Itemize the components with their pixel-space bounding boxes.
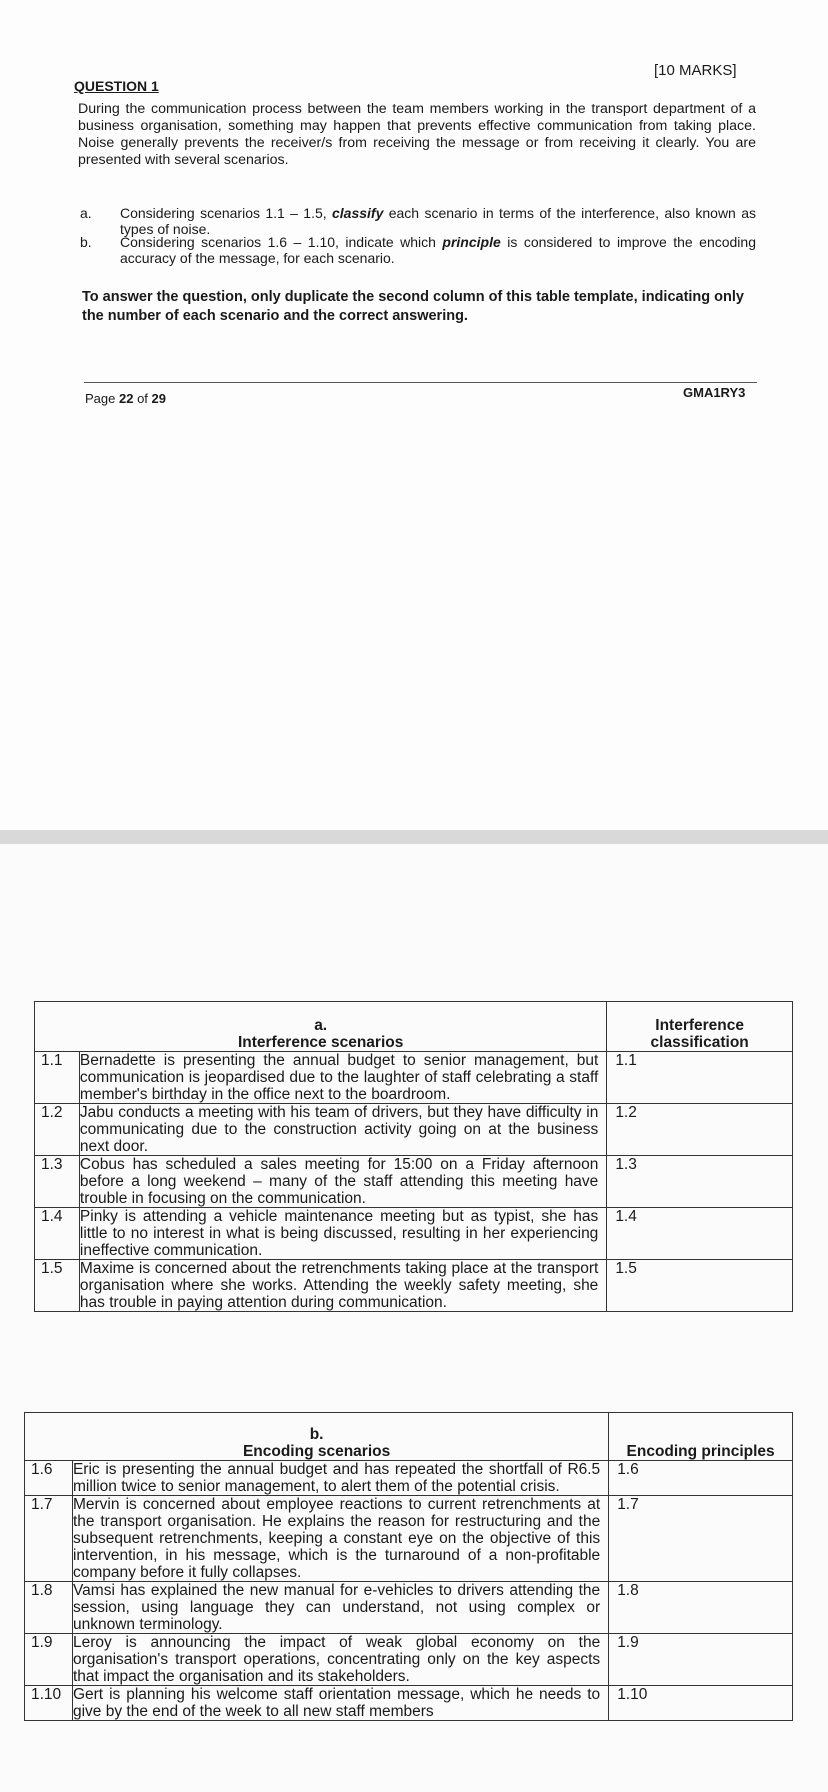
interference-scenario-number: 1.5 [35,1260,80,1312]
encoding-row [25,1634,793,1686]
interference-header-cell [35,1002,607,1052]
encoding-row [25,1686,793,1721]
encoding-row [25,1461,793,1496]
interference-scenario-text: Pinky is attending a vehicle maintenance meeting but as typist, she has little to no interest in what is being discussed, resulting in her experiencing ineffective communication. [79,1208,606,1260]
interference-row [35,1104,793,1156]
page-current: 22 [118,391,134,406]
task-b-text [120,234,756,266]
interference-scenario-text: Cobus has scheduled a sales meeting for 15:00 on a Friday afternoon before a long weekend – many of the staff attending this meeting have trouble in focusing on the communication. [79,1156,606,1208]
footer-divider [84,382,757,383]
task-b-pre: Considering scenarios 1.6 – 1.10, indicate which [120,234,443,250]
interference-answer-cell[interactable]: 1.5 [607,1260,793,1312]
interference-table-header [35,1002,793,1052]
interference-row [35,1208,793,1260]
page-number [85,391,166,406]
encoding-principles-header: Encoding principles [609,1413,793,1461]
intro-paragraph: During the communication process between the team members working in the transport department of a business organisation, something may happen that prevents effective communication from taking place. Noise generally prevents the receiver/s from receiving the message or from receiving it clearly. You are presented with several scenarios. [78,101,756,168]
encoding-scenario-number: 1.6 [25,1461,73,1496]
encoding-scenario-number: 1.7 [25,1496,73,1582]
interference-answer-cell[interactable]: 1.2 [607,1104,793,1156]
encoding-table-header [25,1413,793,1461]
encoding-scenario-number: 1.10 [25,1686,73,1721]
marks-label: [10 MARKS] [654,62,737,79]
interference-row [35,1052,793,1104]
page-prefix: Page [85,391,119,406]
interference-header-letter: a. [314,1017,328,1034]
document-page-2 [0,844,828,1792]
page-of: of [133,391,152,406]
encoding-scenario-text: Gert is planning his welcome staff orientation message, which he needs to give by the end of the week to all new staff members [72,1686,608,1721]
task-a-pre: Considering scenarios 1.1 – 1.5, [120,205,332,221]
encoding-scenario-text: Eric is presenting the annual budget and has repeated the shortfall of R6.5 million twice to senior management, to alert them of the potential crisis. [72,1461,608,1496]
interference-row [35,1156,793,1208]
page-total: 29 [151,391,166,406]
document-page-1 [0,0,828,830]
page-gap [0,830,828,844]
encoding-table [24,1412,793,1721]
interference-header-title: Interference scenarios [237,1034,404,1051]
encoding-answer-cell[interactable]: 1.6 [609,1461,793,1496]
task-a-text [120,205,756,237]
encoding-scenario-text: Vamsi has explained the new manual for e-vehicles to drivers attending the session, using language they can understand, not using complex or unknown terminology. [72,1582,608,1634]
encoding-row [25,1496,793,1582]
task-b-label: b. [80,234,92,250]
interference-answer-cell[interactable]: 1.1 [607,1052,793,1104]
course-code: GMA1RY3 [683,385,746,400]
task-a-label: a. [80,205,92,221]
interference-table [34,1001,793,1312]
encoding-answer-cell[interactable]: 1.7 [609,1496,793,1582]
encoding-answer-cell[interactable]: 1.9 [609,1634,793,1686]
answer-instruction: To answer the question, only duplicate the second column of this table template, indicating only the number of each scenario and the correct answering. [82,289,744,324]
encoding-header-letter: b. [309,1426,324,1443]
interference-scenario-number: 1.2 [35,1104,80,1156]
encoding-header-cell [25,1413,609,1461]
interference-scenario-text: Jabu conducts a meeting with his team of drivers, but they have difficulty in communicating due to the construction activity going on at the business next door. [79,1104,606,1156]
question-title: QUESTION 1 [74,78,159,94]
interference-answer-cell[interactable]: 1.3 [607,1156,793,1208]
interference-row [35,1260,793,1312]
encoding-scenario-text: Mervin is concerned about employee reactions to current retrenchments at the transport organisation. He explains the reason for restructuring and the subsequent retrenchments, keeping a constant eye on the objective of this intervention, in his message, which is the turnaround of a non-profitable company before it fully collapses. [72,1496,608,1582]
encoding-answer-cell[interactable]: 1.8 [609,1582,793,1634]
task-a-emphasis: classify [332,205,384,221]
encoding-header-title: Encoding scenarios [242,1443,391,1460]
interference-scenario-number: 1.4 [35,1208,80,1260]
task-b-emphasis: principle [442,234,501,250]
interference-scenario-number: 1.3 [35,1156,80,1208]
interference-answer-cell[interactable]: 1.4 [607,1208,793,1260]
encoding-scenario-text: Leroy is announcing the impact of weak global economy on the organisation's transport operations, concentrating only on the key aspects that impact the organisation and its stakeholders. [72,1634,608,1686]
encoding-scenario-number: 1.9 [25,1634,73,1686]
task-b-post: is considered to improve the encoding accuracy of the message, for each scenario. [120,234,756,266]
interference-scenario-text: Bernadette is presenting the annual budget to senior management, but communication is jeopardised due to the laughter of staff celebrating a staff member's birthday in the office next to the boardroom. [79,1052,606,1104]
interference-classification-header: Interference classification [607,1002,793,1052]
task-a-post: each scenario in terms of the interference, also known as types of noise. [120,205,756,237]
encoding-answer-cell[interactable]: 1.10 [609,1686,793,1721]
encoding-row [25,1582,793,1634]
encoding-scenario-number: 1.8 [25,1582,73,1634]
interference-scenario-number: 1.1 [35,1052,80,1104]
interference-scenario-text: Maxime is concerned about the retrenchments taking place at the transport organisation where she works. Attending the weekly safety meeting, she has trouble in paying attention during communication. [79,1260,606,1312]
